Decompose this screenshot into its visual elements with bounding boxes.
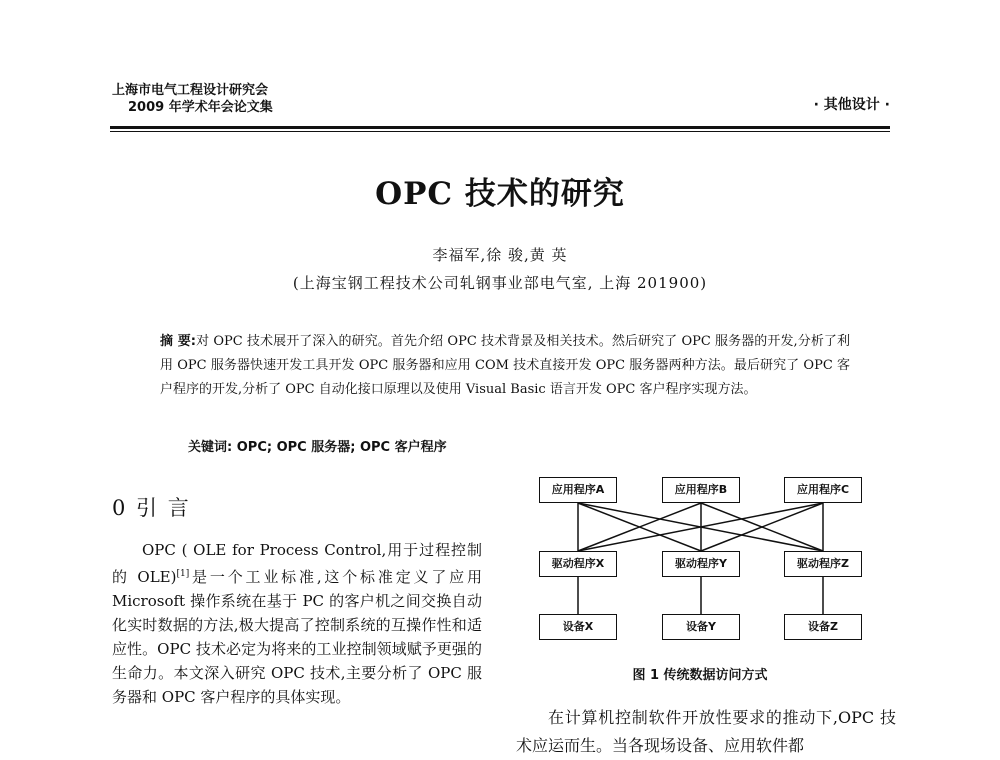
paper-title: OPC 技术的研究: [375, 176, 625, 212]
affiliation: (上海宝钢工程技术公司轧钢事业部电气室, 上海 201900): [292, 274, 708, 292]
box-app-b: 应用程序B: [662, 477, 740, 503]
figure-caption: 图 1 传统数据访问方式: [632, 668, 768, 683]
box-app-a: 应用程序A: [539, 477, 617, 503]
box-device-z: 设备Z: [784, 614, 862, 640]
box-driver-z: 驱动程序Z: [784, 551, 862, 577]
section-label: · 其他设计 ·: [813, 97, 890, 113]
keywords-text: OPC; OPC 服务器; OPC 客户程序: [236, 440, 447, 455]
box-device-y: 设备Y: [662, 614, 740, 640]
intro-text-1: OPC ( OLE for Process Control,用于过程控制的 OLE): [112, 541, 482, 586]
authors: 李福军,徐 骏,黄 英: [432, 246, 568, 264]
abstract-label: 摘 要:: [160, 334, 196, 349]
right-column-paragraph: 在计算机控制软件开放性要求的推动下,OPC 技术应运而生。当各现场设备、应用软件都: [516, 708, 896, 755]
keywords-label: 关键词:: [188, 440, 233, 455]
journal-volume: 2009 年学术年会论文集: [128, 100, 273, 115]
journal-org: 上海市电气工程设计研究会: [112, 83, 269, 98]
section-heading-intro: 0 引 言: [112, 496, 191, 520]
box-driver-y: 驱动程序Y: [662, 551, 740, 577]
intro-text-2: 是一个工业标准,这个标准定义了应用 Microsoft 操作系统在基于 PC 的客户机之间交换自动化实时数据的方法,极大提高了控制系统的互操作性和适应性。OPC 技术必定为将来的工业控制领域赋予更强的生命力。本文深入研究 OPC 技术,主要分析了 OPC 服务器和 OPC 客户程序的具体实现。: [112, 568, 482, 706]
box-device-x: 设备X: [539, 614, 617, 640]
abstract-text: 对 OPC 技术展开了深入的研究。首先介绍 OPC 技术背景及相关技术。然后研究了 OPC 服务器的开发,分析了利用 OPC 服务器快速开发工具开发 OPC 服务器和应用 COM 技术直接开发 OPC 服务器两种方法。最后研究了 OPC 客户程序的开发,分析了 OPC 自动化接口原理以及使用 Visual Basic 语言开发 OPC 客户程序实现方法。: [160, 334, 850, 397]
citation-ref: [1]: [176, 569, 190, 579]
box-app-c: 应用程序C: [784, 477, 862, 503]
box-driver-x: 驱动程序X: [539, 551, 617, 577]
